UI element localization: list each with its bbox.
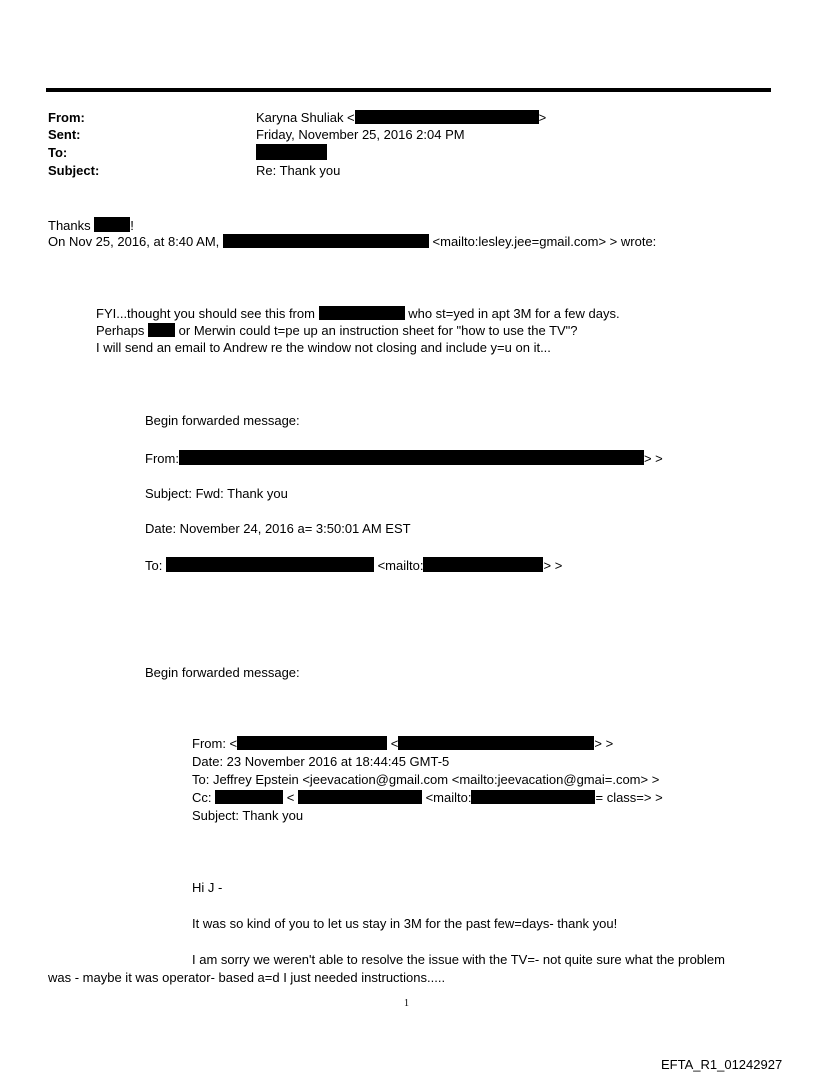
fwd2-begin: Begin forwarded message:	[145, 665, 300, 680]
from-label: From:	[48, 110, 85, 125]
fwd2-from-label: From: <	[192, 736, 238, 751]
redaction-block	[423, 557, 543, 572]
fwd1-date: Date: November 24, 2016 a= 3:50:01 AM EST	[145, 521, 411, 536]
redaction-block	[215, 790, 283, 804]
fyi-l1b: who st=yed in apt 3M for a few days.	[408, 306, 620, 321]
fwd2-to: To: Jeffrey Epstein <jeevacation@gmail.com <mailto:jeevacation@gmai=.com> >	[192, 772, 660, 787]
fyi-line-1	[96, 306, 620, 321]
fwd2-from-end: > >	[594, 736, 614, 751]
fyi-l2a: Perhaps	[96, 323, 145, 338]
redaction-block	[166, 557, 374, 572]
redaction-block	[298, 790, 422, 804]
fwd1-subject: Subject: Fwd: Thank you	[145, 486, 288, 501]
fwd1-from	[145, 450, 663, 466]
body-greeting: Hi J -	[192, 880, 223, 895]
fwd1-to-end: > >	[543, 558, 563, 573]
subject-label: Subject:	[48, 163, 100, 178]
fwd2-cc-label: Cc:	[192, 790, 212, 805]
fwd1-to	[145, 557, 562, 573]
to-value	[256, 144, 327, 161]
redaction-block	[471, 790, 595, 804]
fwd1-begin: Begin forwarded message:	[145, 413, 300, 428]
fyi-line-3: I will send an email to Andrew re the window not closing and include y=u on it...	[96, 340, 551, 355]
fyi-l1a: FYI...thought you should see this from	[96, 306, 315, 321]
fwd1-from-label: From:	[145, 451, 179, 466]
from-value	[256, 110, 546, 125]
redaction-block	[355, 110, 539, 124]
fwd2-from	[192, 736, 613, 751]
header-rule	[46, 88, 771, 92]
from-close: >	[538, 110, 547, 125]
fwd1-to-mailto: <mailto:	[377, 558, 424, 573]
fwd1-from-end: > >	[643, 451, 663, 466]
reply-thanks	[48, 217, 134, 233]
footer-doc-id: EFTA_R1_01242927	[661, 1057, 783, 1072]
fwd2-cc-end: = class=> >	[595, 790, 663, 805]
redaction-block	[398, 736, 594, 750]
from-name: Karyna Shuliak <	[256, 110, 355, 125]
fwd2-from-mid: <	[390, 736, 399, 751]
redaction-block	[256, 144, 327, 160]
reply-attribution	[48, 234, 656, 249]
reply-wrote: <mailto:lesley.jee=gmail.com> > wrote:	[432, 234, 657, 249]
body-p1: It was so kind of you to let us stay in 3M for the past few=days- thank you!	[192, 916, 618, 931]
page-number: 1	[404, 998, 409, 1009]
sent-value: Friday, November 25, 2016 2:04 PM	[256, 127, 465, 142]
fwd2-cc-mailto: <mailto:	[425, 790, 472, 805]
fyi-line-2	[96, 323, 578, 338]
fyi-l2b: or Merwin could t=pe up an instruction sheet for "how to use the TV"?	[178, 323, 578, 338]
redaction-block	[94, 217, 130, 232]
subject-value: Re: Thank you	[256, 163, 341, 178]
reply-on-date: On Nov 25, 2016, at 8:40 AM,	[48, 234, 220, 249]
redaction-block	[148, 323, 175, 337]
redaction-block	[319, 306, 405, 320]
fwd2-subject: Subject: Thank you	[192, 808, 304, 823]
sent-label: Sent:	[48, 127, 81, 142]
redaction-block	[237, 736, 387, 750]
fwd2-cc-lt: <	[286, 790, 295, 805]
body-p2a: I am sorry we weren't able to resolve the issue with the TV=- not quite sure what the problem	[192, 952, 725, 967]
redaction-block	[223, 234, 429, 248]
fwd2-date: Date: 23 November 2016 at 18:44:45 GMT-5	[192, 754, 450, 769]
to-label: To:	[48, 145, 68, 160]
redaction-block	[179, 450, 644, 465]
reply-thanks-end: !	[130, 218, 134, 233]
body-p2b: was - maybe it was operator- based a=d I just needed instructions.....	[48, 970, 446, 985]
reply-thanks-text: Thanks	[48, 218, 91, 233]
fwd1-to-label: To:	[145, 558, 163, 573]
fwd2-cc	[192, 790, 663, 805]
